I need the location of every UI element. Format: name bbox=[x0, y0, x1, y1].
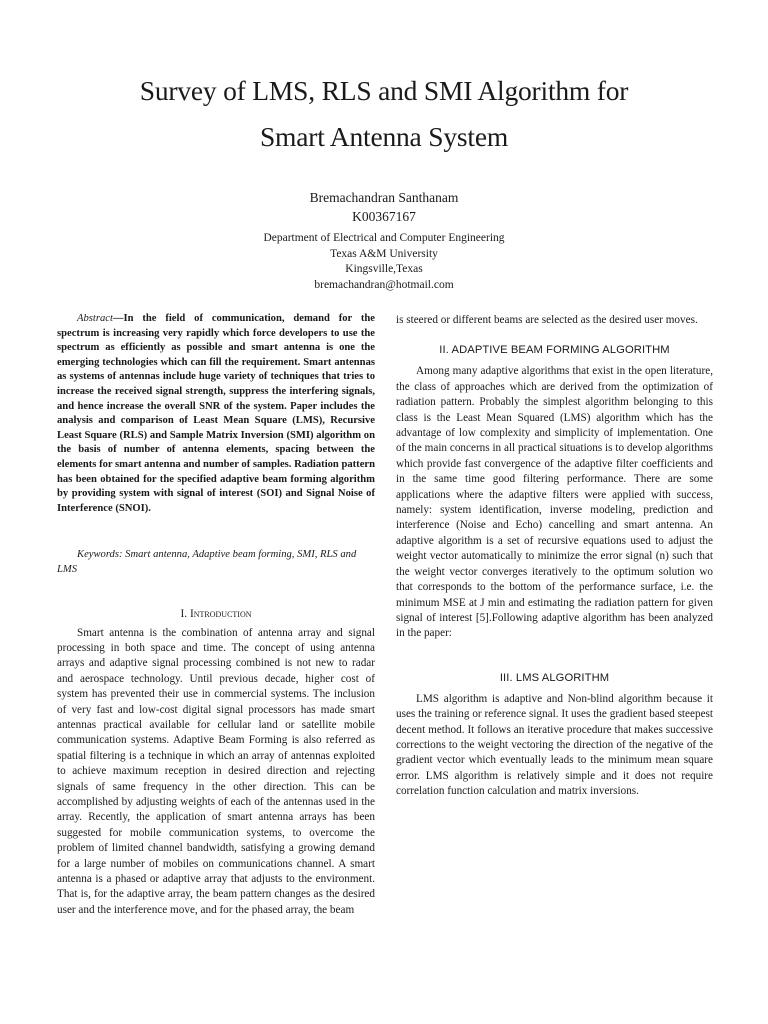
paper-title bbox=[60, 68, 708, 160]
adaptive-beam-forming-body: Among many adaptive algorithms that exist in the open literature, the class of approaches which are derived from the optimization of radiation pattern. Probably the simplest algorithm belonging to this class is the Least Mean Squared (LMS) algorithm which has the advantage of low complexity and simplicity of implementation. One of the main concerns in all practical situations is to develop algorithms which provide fast convergence of the adaptive filter coefficients and in the same time good filtering performance. There are some applications where the adaptive filters were applied with success, namely: system identification, inverse modeling, prediction and interference (Noise and Echo) cancelling and smart antenna. An adaptive algorithm is a set of recursive equations used to adjust the weight vector automatically to minimize the error signal (n) such that the weight vector converges iteratively to the optimum solution wo that corresponds to the bottom of the performance surface, i.e. the minimum MSE at J min and estimating the radiation pattern for given signal of interest [5].Following adaptive algorithm has been analyzed in the paper: bbox=[396, 365, 713, 640]
author-email: bremachandran@hotmail.com bbox=[314, 278, 454, 291]
author-name: Bremachandran Santhanam bbox=[309, 190, 459, 205]
student-id: K00367167 bbox=[352, 209, 416, 224]
affiliation-university: Texas A&M University bbox=[330, 247, 438, 260]
author-block bbox=[184, 188, 584, 293]
introduction-continued: is steered or different beams are selected as the desired user moves. bbox=[396, 314, 698, 326]
abstract bbox=[57, 312, 375, 516]
section-heading-introduction: I. Introduction bbox=[180, 607, 252, 620]
affiliation-location: Kingsville,Texas bbox=[345, 263, 423, 275]
left-column bbox=[57, 312, 375, 918]
section-heading-lms: III. LMS ALGORITHM bbox=[499, 671, 610, 684]
title-line-1: Survey of LMS, RLS and SMI Algorithm for bbox=[139, 75, 629, 106]
keywords: Keywords: Smart antenna, Adaptive beam forming, SMI, RLS and LMS bbox=[57, 549, 357, 575]
section-heading-adaptive-beam-forming: II. ADAPTIVE BEAM FORMING ALGORITHM bbox=[439, 344, 670, 357]
title-line-2: Smart Antenna System bbox=[259, 121, 509, 152]
affiliation-department: Department of Electrical and Computer Engineering bbox=[263, 232, 505, 244]
lms-body: LMS algorithm is adaptive and Non-blind algorithm because it uses the training or reference signal. It uses the gradient based steepest decent method. It follows an iterative procedure that makes successive corrections to the weight vectoring the direction of the negative of the gradient vector which eventually leads to the minimum mean square error. LMS algorithm is relatively simple and it does not require correlation function calculation and matrix inversions. bbox=[396, 692, 713, 798]
abstract-text: —In the field of communication, demand for the spectrum is increasing very rapidly which force developers to use the spectrum as efficiently as possible and smart antenna is one the emerging technologies which can fill the requirement. Smart antennas as systems of antennas include huge variety of techniques that tries to increase the received signal strength, suppress the interfering signals, and hence increase the overall SNR of the system. Paper includes the analysis and comparison of Least Mean Square (LMS), Recursive Least Square (RLS) and Sample Matrix Inversion (SMI) algorithm on the basis of number of antenna elements, spacing between the elements for smart antenna and number of samples. Radiation pattern has been obtained for the specified adaptive beam forming algorithm by providing system with signal of interest (SOI) and Signal Noise of Interference (SNOI). bbox=[57, 313, 376, 514]
introduction-body: Smart antenna is the combination of antenna array and signal processing in both space and time. The concept of using antenna arrays and adaptive signal processing combined is not new to radar and aerospace technology. Until previous decade, higher cost of system has prevented their use in commercial systems. The inclusion of very fast and low-cost digital signal processors has made smart antennas practical available for cellular land or satellite mobile communication systems. Adaptive Beam Forming is also referred as spatial filtering is a technique in which an array of antennas exploited to achieve maximum reception in desired direction and rejecting signals of same frequency in the other direction. This can be accomplished by adjusting weights of each of the antennas used in the array. Recently, the application of smart antenna arrays has been suggested for mobile communication systems, to overcome the problem of limited channel bandwidth, satisfying a growing demand for a large number of mobiles on communications channel. A smart antenna is a phased or adaptive array that adjusts to the environment. That is, for the adaptive array, the beam pattern changes as the desired user and the interference move, and for the phased array, the beam bbox=[57, 626, 375, 916]
abstract-label: Abstract bbox=[77, 313, 113, 324]
right-column bbox=[396, 313, 713, 800]
